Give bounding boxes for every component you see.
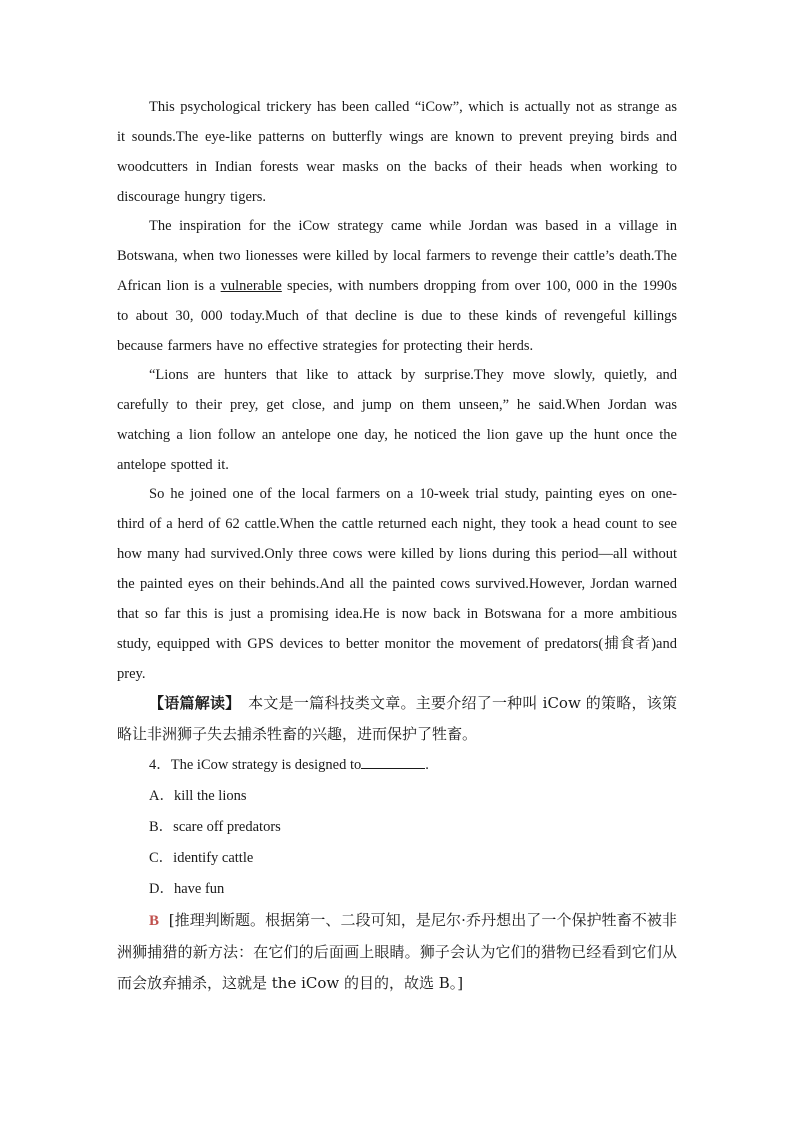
analysis-text: 本文是一篇科技类文章。主要介绍了一种叫 iCow 的策略，该策略让非洲狮子失去捕杀牲畜的兴趣，进而保护了牲畜。 [117,694,677,743]
answer-explanation [117,905,677,999]
question-number: 4． [149,757,171,773]
paragraph-2-text-after: species, with numbers dropping from over 100, 000 in the 1990s to about 30, 000 today.Much of that decline is due to these kinds of revengeful killings because farmers have no effective strategies for protecting their herds. [117,278,678,354]
question-text: The iCow strategy is designed to [170,757,362,773]
underlined-word: vulnerable [220,278,282,294]
passage-paragraph-3: “Lions are hunters that like to attack by surprise.They move slowly, quietly, and carefully to their prey, get close, and jump on them unseen,” he said.When Jordan was watching a lion follow an antelope one day, he noticed the lion gave up the hunt once the antelope spotted it. [117,367,677,473]
option-text: identify cattle [173,850,254,866]
option-text: kill the lions [173,788,247,804]
passage-paragraph-2 [117,211,677,361]
option-letter: D． [149,881,174,897]
option-d [117,874,677,905]
option-a [117,781,677,812]
analysis-tag: 【语篇解读】 [149,694,233,712]
option-letter: A． [149,788,174,804]
option-b [117,812,677,843]
passage-paragraph-1: This psychological trickery has been called “iCow”, which is actually not as strange as it sounds.The eye-like patterns on butterfly wings are known to prevent preying birds and woodcutters in Indian forests wear masks on the backs of their heads when working to discourage hungry tigers. [117,99,677,205]
option-letter: B． [149,819,174,835]
option-letter: C． [149,850,174,866]
passage-analysis [117,688,677,750]
answer-letter: B [149,913,160,929]
question-stem [117,750,677,781]
option-text: have fun [173,881,225,897]
document-page [117,92,677,999]
paragraph-2-text-before: The inspiration for the iCow strategy came while Jordan was based in a village in Botswana, when two lionesses were killed by local farmers to revenge their cattle’s death.The African lion is a [117,218,677,294]
option-text: scare off predators [173,819,281,835]
option-c [117,843,677,874]
passage-paragraph-4: So he joined one of the local farmers on a 10-week trial study, painting eyes on one-third of a herd of 62 cattle.When the cattle returned each night, they took a head count to see how many had survived.Only three cows were killed by lions during this period—all without the painted eyes on their behinds.And all the painted cows survived.However, Jordan warned that so far this is just a promising idea.He is now back in Botswana for a more ambitious study, equipped with GPS devices to better monitor the movement of predators(捕食者)and prey. [117,486,677,682]
question-end: . [425,757,429,773]
answer-text: [推理判断题。根据第一、二段可知，是尼尔·乔丹想出了一个保护牲畜不被非洲狮捕猎的新方法：在它们的后面画上眼睛。狮子会认为它们的猎物已经看到它们从而会放弃捕杀，这就是 the iCow 的目的，故选 B。] [117,911,677,992]
answer-blank [361,754,425,769]
